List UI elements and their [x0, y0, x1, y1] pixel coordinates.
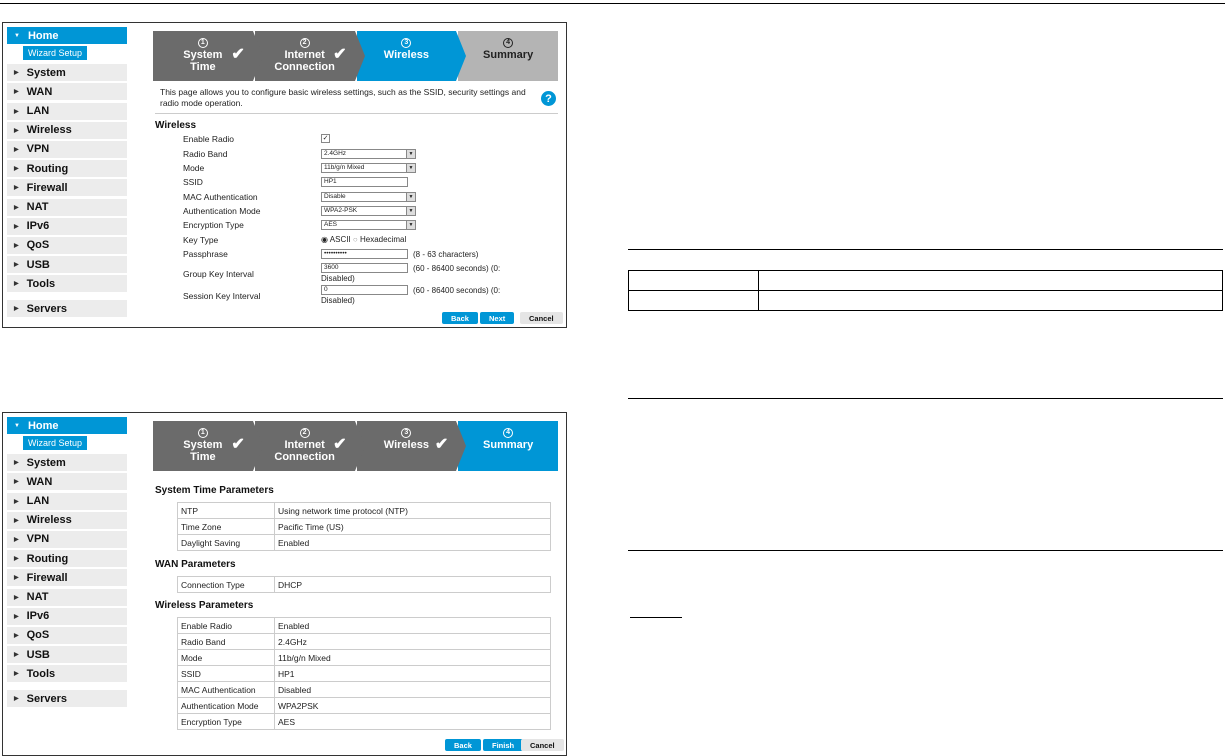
step-number: 3	[401, 38, 411, 48]
step-internet-connection: 2 Internet Connection ✔	[255, 31, 355, 81]
next-button[interactable]: Next	[480, 312, 514, 324]
sidebar-item-qos[interactable]: ▶ QoS	[7, 237, 127, 254]
chevron-right-icon: ▶	[14, 460, 19, 467]
wan-title: WAN Parameters	[155, 559, 236, 570]
section-rule	[628, 249, 1223, 250]
chevron-right-icon: ▶	[14, 556, 19, 563]
table-row: Time Zone Pacific Time (US)	[178, 519, 551, 535]
step-summary: 4 Summary	[458, 31, 558, 81]
sidebar-item-system[interactable]: ▶ System	[7, 454, 127, 471]
chevron-right-icon: ▶	[14, 696, 19, 703]
radio-band-row: Radio Band 2.4GHz ▼	[183, 149, 553, 161]
chevron-right-icon: ▶	[14, 70, 19, 77]
sidebar-item-lan[interactable]: ▶ LAN	[7, 103, 127, 120]
sidebar-item-usb[interactable]: ▶ USB	[7, 646, 127, 663]
chevron-right-icon: ▶	[14, 108, 19, 115]
summary-wizard-screenshot	[2, 412, 567, 756]
group-key-input[interactable]: 3600	[321, 263, 408, 273]
chevron-right-icon: ▶	[14, 652, 19, 659]
step-number: 4	[503, 38, 513, 48]
encryption-row: Encryption Type AES ▼	[183, 220, 553, 232]
mac-auth-select[interactable]: Disable ▼	[321, 192, 416, 202]
group-key-hint: (60 - 86400 seconds) (0:	[413, 264, 501, 273]
top-rule	[0, 3, 1225, 4]
auth-mode-select[interactable]: WPA2-PSK ▼	[321, 206, 416, 216]
chevron-right-icon: ▶	[14, 127, 19, 134]
chevron-right-icon: ▶	[14, 479, 19, 486]
mode-select[interactable]: 11b/g/n Mixed ▼	[321, 163, 416, 173]
chevron-right-icon: ▶	[14, 594, 19, 601]
sidebar	[7, 27, 127, 320]
wireless-title: Wireless Parameters	[155, 600, 254, 611]
sidebar-item-vpn[interactable]: ▶ VPN	[7, 531, 127, 548]
chevron-right-icon: ▶	[14, 281, 19, 288]
encryption-select[interactable]: AES ▼	[321, 220, 416, 230]
step-number: 4	[503, 428, 513, 438]
chevron-right-icon: ▶	[14, 306, 19, 313]
session-key-input[interactable]: 0	[321, 285, 408, 295]
chevron-down-icon: ▼	[406, 221, 415, 229]
chevron-right-icon: ▶	[14, 262, 19, 269]
step-wireless: 3 Wireless	[357, 31, 457, 81]
page-description: This page allows you to configure basic wireless settings, such as the SSID, security settings and radio mode operation.	[160, 87, 526, 108]
document-table	[628, 270, 1223, 311]
checkmark-icon: ✔	[333, 436, 347, 453]
table-row: Enable Radio Enabled	[178, 618, 551, 634]
table-row: Mode 11b/g/n Mixed	[178, 650, 551, 666]
chevron-down-icon: ▼	[406, 207, 415, 215]
checkmark-icon: ✔	[434, 436, 449, 453]
passphrase-hint: (8 - 63 characters)	[413, 250, 479, 259]
sidebar-item-tools[interactable]: ▶ Tools	[7, 275, 127, 292]
sidebar-item-vpn[interactable]: ▶ VPN	[7, 141, 127, 158]
session-key-hint: (60 - 86400 seconds) (0:	[413, 286, 501, 295]
system-time-table	[177, 502, 551, 551]
section-title: Wireless	[155, 120, 197, 131]
passphrase-row: Passphrase •••••••••• (8 - 63 characters)	[183, 249, 479, 259]
chevron-right-icon: ▶	[14, 223, 19, 230]
chevron-down-icon: ▼	[14, 422, 20, 429]
chevron-right-icon: ▶	[14, 536, 19, 543]
chevron-right-icon: ▶	[14, 185, 19, 192]
chevron-down-icon: ▼	[406, 164, 415, 172]
sidebar-item-wan[interactable]: ▶ WAN	[7, 473, 127, 490]
chevron-right-icon: ▶	[14, 671, 19, 678]
sidebar-item-tools[interactable]: ▶ Tools	[7, 665, 127, 682]
section-rule	[628, 398, 1223, 399]
finish-button[interactable]: Finish	[483, 739, 523, 751]
cancel-button[interactable]: Cancel	[520, 312, 563, 324]
sidebar-item-home[interactable]: ▼ Home	[7, 417, 127, 434]
enable-radio-checkbox[interactable]: ✓	[322, 135, 329, 142]
step-system-time: 1 System Time ✔	[153, 31, 253, 81]
sidebar-item-nat[interactable]: ▶ NAT	[7, 589, 127, 606]
cancel-button[interactable]: Cancel	[521, 739, 564, 751]
step-number: 1	[198, 38, 208, 48]
sidebar-item-ipv6[interactable]: ▶ IPv6	[7, 218, 127, 235]
chevron-down-icon: ▼	[406, 193, 415, 201]
table-row: Connection Type DHCP	[178, 577, 551, 593]
sidebar-item-wireless[interactable]: ▶ Wireless	[7, 122, 127, 139]
table-row: Authentication Mode WPA2PSK	[178, 698, 551, 714]
back-button[interactable]: Back	[442, 312, 478, 324]
sidebar-item-wireless[interactable]: ▶ Wireless	[7, 512, 127, 529]
chevron-right-icon: ▶	[14, 89, 19, 96]
sidebar-item-routing[interactable]: ▶ Routing	[7, 160, 127, 177]
back-button[interactable]: Back	[445, 739, 481, 751]
sidebar-item-usb[interactable]: ▶ USB	[7, 256, 127, 273]
step-number: 3	[401, 428, 411, 438]
chevron-down-icon: ▼	[406, 150, 415, 158]
chevron-right-icon: ▶	[14, 613, 19, 620]
sidebar-item-wizard-setup[interactable]: Wizard Setup	[23, 436, 87, 450]
sidebar-item-wizard-setup[interactable]: Wizard Setup	[23, 46, 87, 60]
sidebar-item-servers[interactable]: ▶ Servers	[7, 690, 127, 707]
ssid-row: SSID HP1	[183, 177, 553, 189]
chevron-right-icon: ▶	[14, 146, 19, 153]
key-type-row: Key Type ◉ ASCII ○ Hexadecimal	[183, 235, 407, 245]
sidebar-item-servers[interactable]: ▶ Servers	[7, 300, 127, 317]
ssid-input[interactable]: HP1	[321, 177, 408, 187]
chevron-right-icon: ▶	[14, 575, 19, 582]
table-row: Daylight Saving Enabled	[178, 535, 551, 551]
sidebar-item-firewall[interactable]: ▶ Firewall	[7, 569, 127, 586]
step-system-time: 1 System Time ✔	[153, 421, 253, 471]
radio-band-select[interactable]: 2.4GHz ▼	[321, 149, 416, 159]
auth-mode-row: Authentication Mode WPA2-PSK ▼	[183, 206, 553, 218]
table-row: Encryption Type AES	[178, 714, 551, 730]
table-row: SSID HP1	[178, 666, 551, 682]
table-row	[629, 291, 1223, 311]
chevron-right-icon: ▶	[14, 498, 19, 505]
chevron-down-icon: ▼	[14, 32, 20, 39]
sidebar-item-system[interactable]: ▶ System	[7, 64, 127, 81]
chevron-right-icon: ▶	[14, 166, 19, 173]
mac-auth-row: MAC Authentication Disable ▼	[183, 192, 553, 204]
sidebar-item-lan[interactable]: ▶ LAN	[7, 493, 127, 510]
checkmark-icon: ✔	[333, 46, 347, 63]
note-underline	[630, 617, 682, 618]
section-rule	[628, 550, 1223, 551]
divider	[155, 113, 558, 114]
step-wireless: 3 Wireless ✔	[357, 421, 457, 471]
chevron-right-icon: ▶	[14, 242, 19, 249]
enable-radio-row: Enable Radio ✓	[183, 134, 329, 144]
step-summary: 4 Summary	[458, 421, 558, 471]
sidebar-item-home[interactable]: ▼ Home	[7, 27, 127, 44]
wizard-steps	[153, 31, 558, 81]
sidebar-item-ipv6[interactable]: ▶ IPv6	[7, 608, 127, 625]
checkmark-icon: ✔	[231, 46, 245, 63]
help-icon[interactable]: ?	[541, 91, 556, 106]
sidebar-item-firewall[interactable]: ▶ Firewall	[7, 179, 127, 196]
ascii-radio[interactable]: ◉	[321, 235, 328, 244]
system-time-title: System Time Parameters	[155, 485, 274, 496]
step-internet-connection: 2 Internet Connection ✔	[255, 421, 355, 471]
group-key-row: Group Key Interval 3600 (60 - 86400 seconds) (0: Disabled)	[183, 263, 553, 283]
step-number: 2	[300, 428, 310, 438]
wireless-table	[177, 617, 551, 730]
wireless-wizard-screenshot	[2, 22, 567, 328]
sidebar-item-routing[interactable]: ▶ Routing	[7, 550, 127, 567]
sidebar-item-wan[interactable]: ▶ WAN	[7, 83, 127, 100]
hexadecimal-radio[interactable]: ○	[352, 235, 358, 244]
sidebar-item-qos[interactable]: ▶ QoS	[7, 627, 127, 644]
session-key-row: Session Key Interval 0 (60 - 86400 seconds) (0: Disabled)	[183, 285, 553, 305]
table-row: Radio Band 2.4GHz	[178, 634, 551, 650]
wizard-steps	[153, 421, 558, 471]
checkmark-icon: ✔	[231, 436, 245, 453]
table-row	[629, 271, 1223, 291]
table-row: MAC Authentication Disabled	[178, 682, 551, 698]
passphrase-input[interactable]: ••••••••••	[321, 249, 408, 259]
chevron-right-icon: ▶	[14, 632, 19, 639]
mode-row: Mode 11b/g/n Mixed ▼	[183, 163, 553, 175]
step-number: 2	[300, 38, 310, 48]
chevron-right-icon: ▶	[14, 517, 19, 524]
wan-table	[177, 576, 551, 593]
sidebar-item-nat[interactable]: ▶ NAT	[7, 199, 127, 216]
chevron-right-icon: ▶	[14, 204, 19, 211]
table-row: NTP Using network time protocol (NTP)	[178, 503, 551, 519]
step-number: 1	[198, 428, 208, 438]
sidebar	[7, 417, 127, 710]
